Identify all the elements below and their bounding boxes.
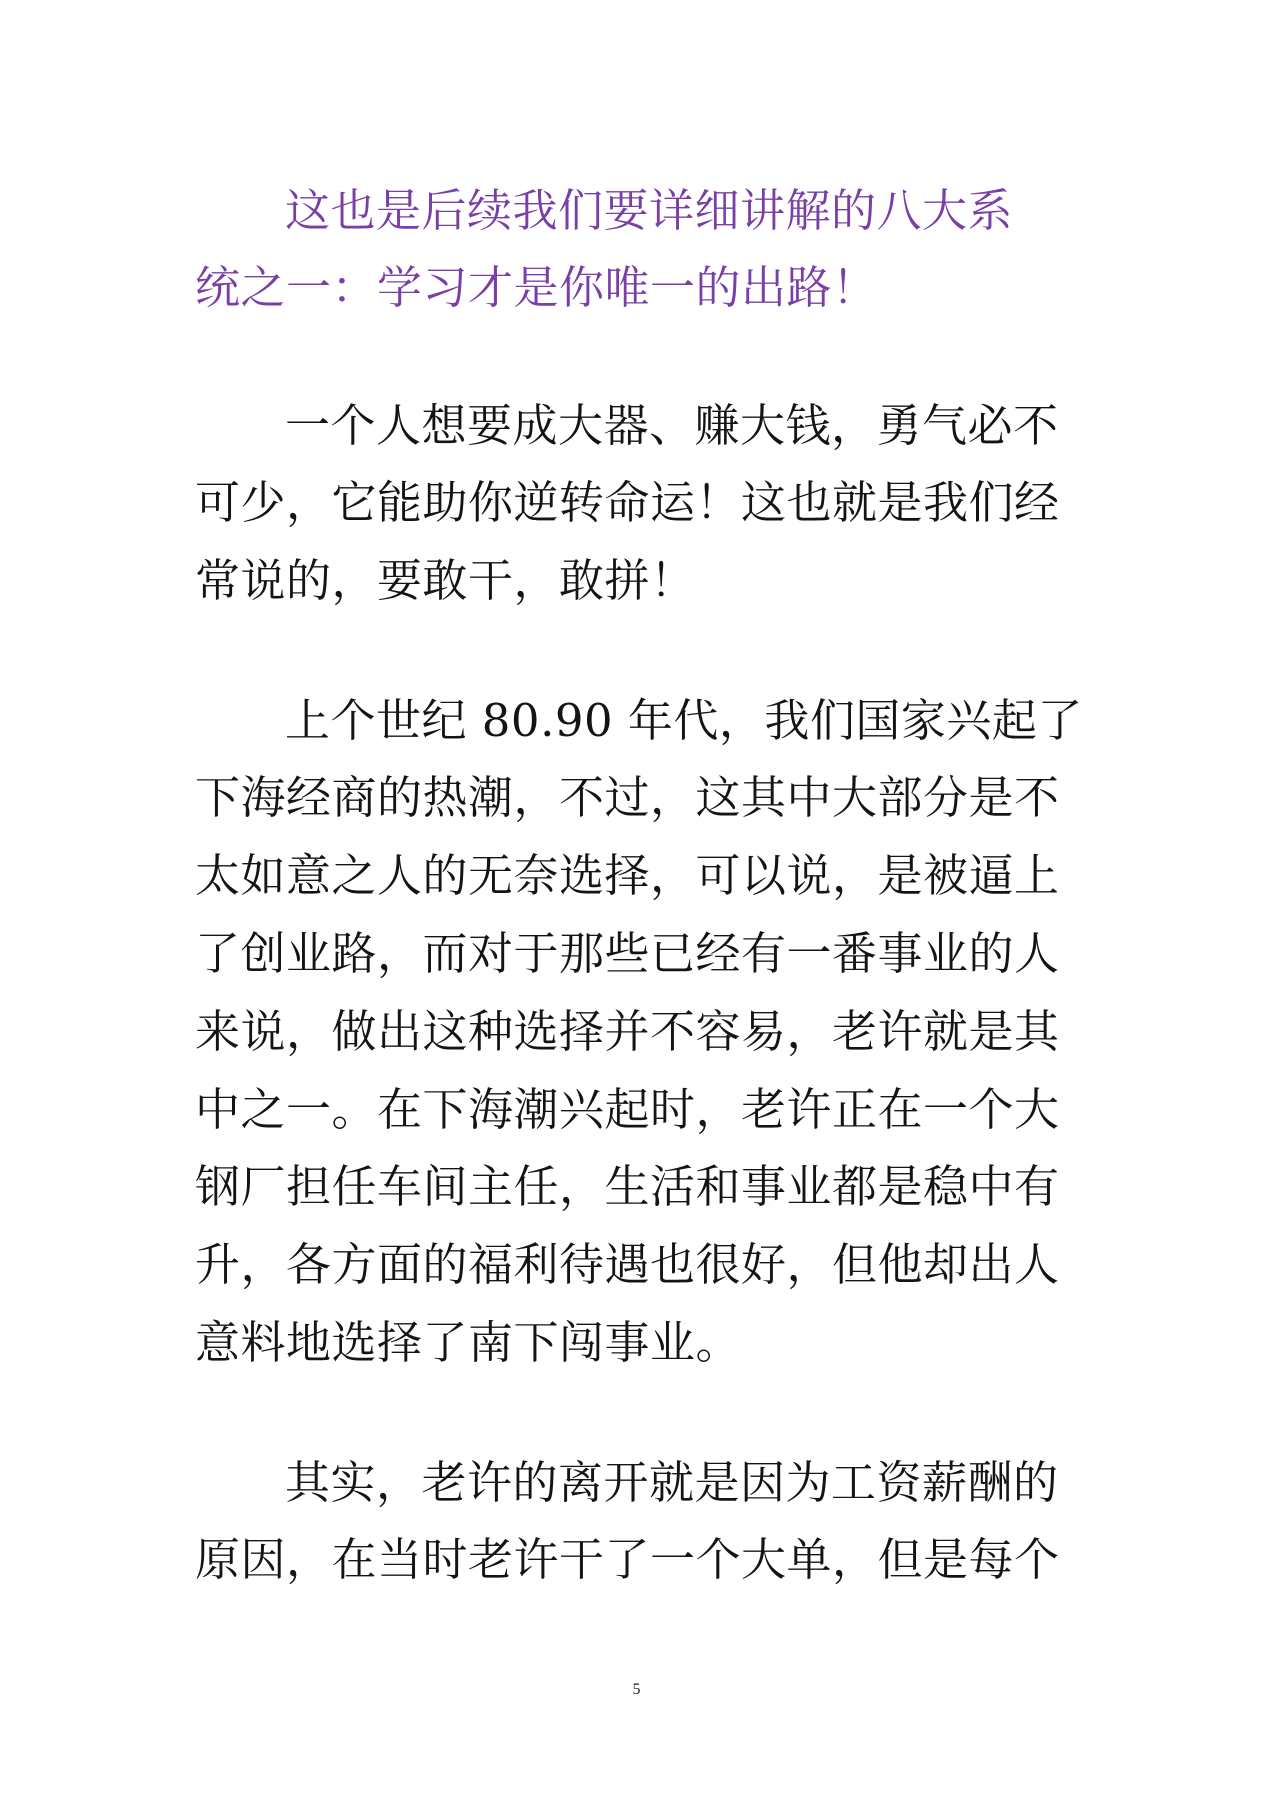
paragraph-3-line-8: 升，各方面的福利待遇也很好，但他却出人: [195, 1238, 1060, 1291]
paragraph-3-line-6: 中之一。在下海潮兴起时，老许正在一个大: [195, 1083, 1060, 1136]
paragraph-3-line-3: 太如意之人的无奈选择，可以说，是被逼上: [195, 849, 1060, 902]
paragraph-4-line-2: 原因，在当时老许干了一个大单，但是每个: [195, 1533, 1060, 1586]
paragraph-3-line-4: 了创业路，而对于那些已经有一番事业的人: [195, 927, 1060, 980]
highlight-line-1: 这也是后续我们要详细讲解的八大系: [285, 184, 1014, 237]
paragraph-3-line-9: 意料地选择了南下闯事业。: [195, 1316, 742, 1369]
highlight-line-2: 统之一：学习才是你唯一的出路！: [195, 261, 878, 314]
paragraph-3-line-2: 下海经商的热潮，不过，这其中大部分是不: [195, 771, 1060, 824]
paragraph-2-line-1: 一个人想要成大器、赚大钱，勇气必不: [285, 399, 1059, 452]
paragraph-3-line-5: 来说，做出这种选择并不容易，老许就是其: [195, 1005, 1060, 1058]
paragraph-3-line-7: 钢厂担任车间主任，生活和事业都是稳中有: [195, 1160, 1060, 1213]
paragraph-4-line-1: 其实，老许的离开就是因为工资薪酬的: [285, 1456, 1059, 1509]
page-number: 5: [632, 1681, 641, 1698]
paragraph-3-line-1: 上个世纪 80.90 年代，我们国家兴起了: [285, 694, 1083, 747]
paragraph-2-line-3: 常说的，要敢干，敢拼！: [195, 554, 696, 607]
paragraph-2-line-2: 可少，它能助你逆转命运！这也就是我们经: [195, 476, 1060, 529]
